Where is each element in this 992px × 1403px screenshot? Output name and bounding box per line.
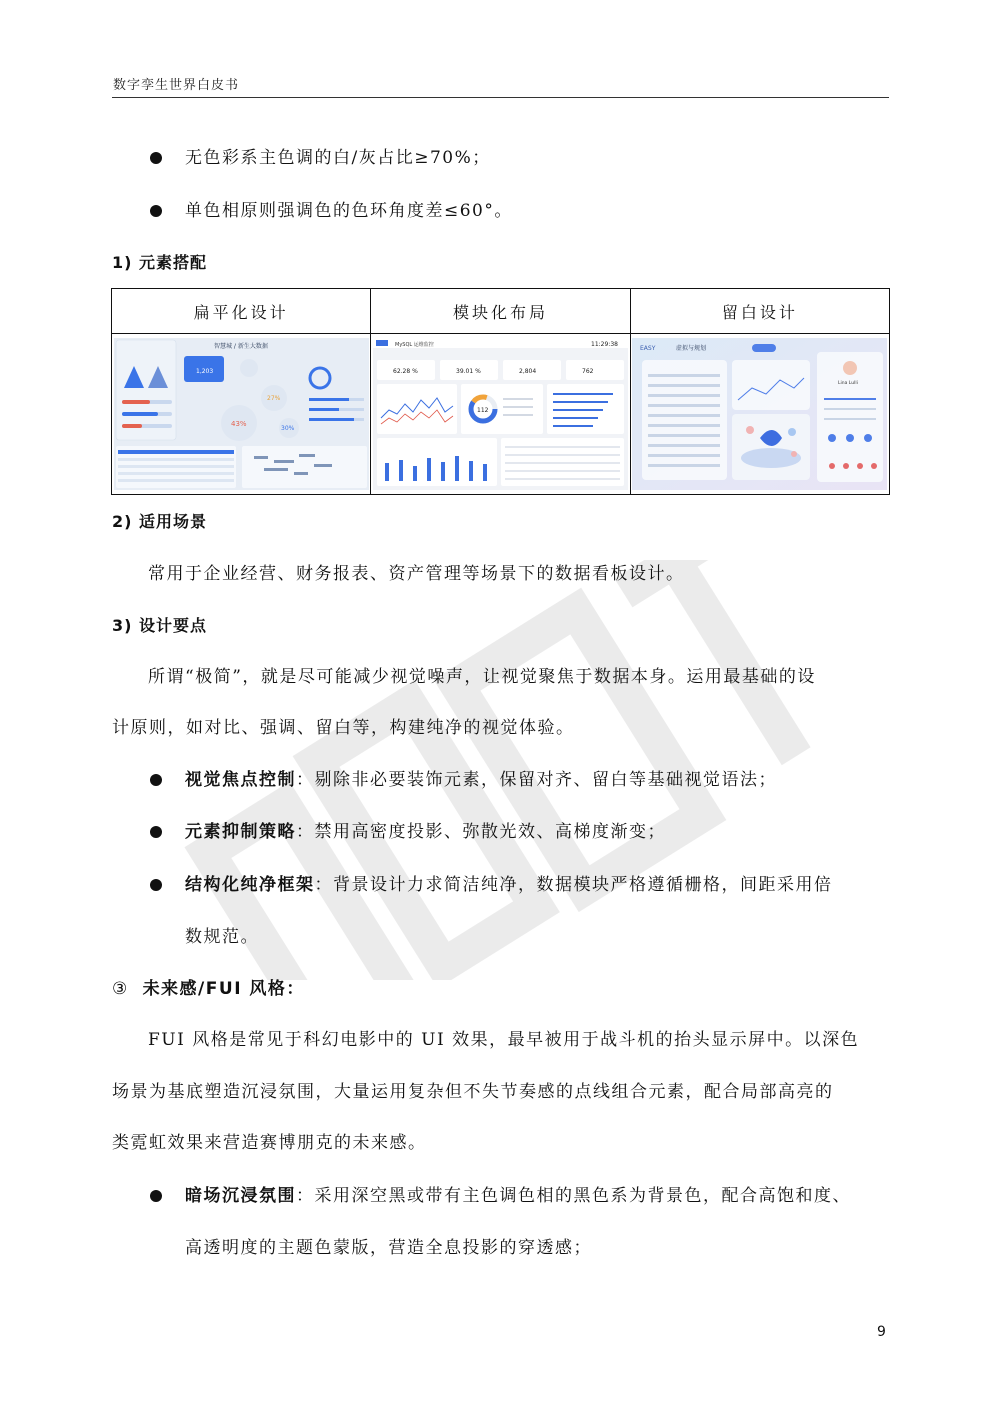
bullet-label: 结构化纯净框架	[185, 875, 315, 895]
bullet-body: ：禁用高密度投影、弥散光效、高梯度渐变；	[296, 822, 666, 842]
modular-kpi: 62.28 %	[392, 368, 418, 375]
bullet-body: ：背景设计力求简洁纯净，数据模块严格遵循栅格，间距采用倍	[314, 875, 833, 895]
bullet-dot	[150, 205, 162, 217]
bullet-text	[185, 768, 890, 792]
flat-percent-2: 43%	[230, 420, 247, 428]
table-header-flat: 扁平化设计	[112, 289, 371, 334]
paragraph-line: 场景为基底塑造沉浸氛围，大量运用复杂但不失节奏感的点线组合元素，配合局部高亮的	[112, 1082, 834, 1102]
paragraph-line: 计原则，如对比、强调、留白等，构建纯净的视觉体验。	[112, 718, 575, 738]
bullet-text	[185, 820, 890, 844]
modular-kpi: 2,804	[518, 368, 537, 375]
modular-title: MySQL 运维监控	[394, 342, 434, 348]
bullet-dot	[150, 774, 162, 786]
bullet-dot	[150, 1190, 162, 1202]
bullet-body: ：剔除非必要装饰元素，保留对齐、留白等基础视觉语法；	[296, 770, 777, 790]
modular-time: 11:29:38	[590, 341, 618, 348]
paragraph-line: 常用于企业经营、财务报表、资产管理等场景下的数据看板设计。	[148, 564, 685, 584]
flat-kpi-value: 1,203	[195, 368, 213, 375]
flat-percent-3: 30%	[280, 425, 294, 432]
section-heading: 2) 适用场景	[112, 512, 208, 531]
bullet-text: 无色彩系主色调的白/灰占比≥70%；	[185, 148, 491, 168]
bullet-dot	[150, 826, 162, 838]
flat-dashboard-title: 智慧城 / 新生大数据	[213, 343, 268, 350]
whitespace-dashboard-thumbnail	[632, 338, 887, 490]
bullet-text	[185, 1184, 890, 1208]
table-header-modular: 模块化布局	[371, 289, 630, 334]
flat-dashboard-thumbnail	[114, 338, 369, 490]
bullet-label: 元素抑制策略	[185, 822, 296, 842]
paragraph-line: 所谓“极简”，就是尽可能减少视觉噪声，让视觉聚焦于数据本身。运用最基础的设	[148, 667, 816, 687]
bullet-continuation: 高透明度的主题色蒙版，营造全息投影的穿透感；	[185, 1238, 592, 1258]
modular-dashboard-thumbnail	[373, 338, 628, 490]
bullet-body: ：采用深空黑或带有主色调色相的黑色系为背景色，配合高饱和度、	[296, 1186, 851, 1206]
section-heading: 3) 设计要点	[112, 616, 208, 635]
header-rule	[112, 97, 889, 98]
modular-layout-cell	[371, 334, 630, 495]
bullet-text: 单色相原则强调色的色环角度差≤60°。	[185, 201, 513, 221]
circled-marker: ③	[112, 979, 129, 999]
bullet-dot	[150, 152, 162, 164]
bullet-label: 视觉焦点控制	[185, 770, 296, 790]
bullet-continuation: 数规范。	[185, 927, 259, 947]
paragraph-line: FUI 风格是常见于科幻电影中的 UI 效果，最早被用于战斗机的抬头显示屏中。以深色	[148, 1030, 860, 1050]
section-heading: 1) 元素搭配	[112, 253, 208, 272]
section-heading	[112, 977, 890, 1001]
header-title: 数字孪生世界白皮书	[113, 78, 240, 93]
whitespace-design-cell	[630, 334, 889, 495]
elements-table	[111, 288, 890, 495]
modular-kpi: 762	[581, 368, 594, 375]
flat-percent-1: 27%	[266, 395, 280, 402]
table-header-whitespace: 留白设计	[630, 289, 889, 334]
bullet-label: 暗场沉浸氛围	[185, 1186, 296, 1206]
paragraph-line: 类霓虹效果来营造赛博朋克的未来感。	[112, 1133, 427, 1153]
whitespace-title: 虚拟与规划	[676, 345, 707, 352]
whitespace-logo: EASY	[640, 345, 656, 352]
page-number: 9	[877, 1324, 886, 1340]
modular-kpi: 39.01 %	[455, 368, 481, 375]
modular-gauge-value: 112	[476, 407, 489, 414]
whitespace-user-name: Lina Lulli	[838, 381, 859, 386]
flat-design-cell	[112, 334, 371, 495]
section-title: 未来感/FUI 风格：	[142, 979, 305, 999]
bullet-dot	[150, 879, 162, 891]
bullet-text	[185, 873, 890, 897]
